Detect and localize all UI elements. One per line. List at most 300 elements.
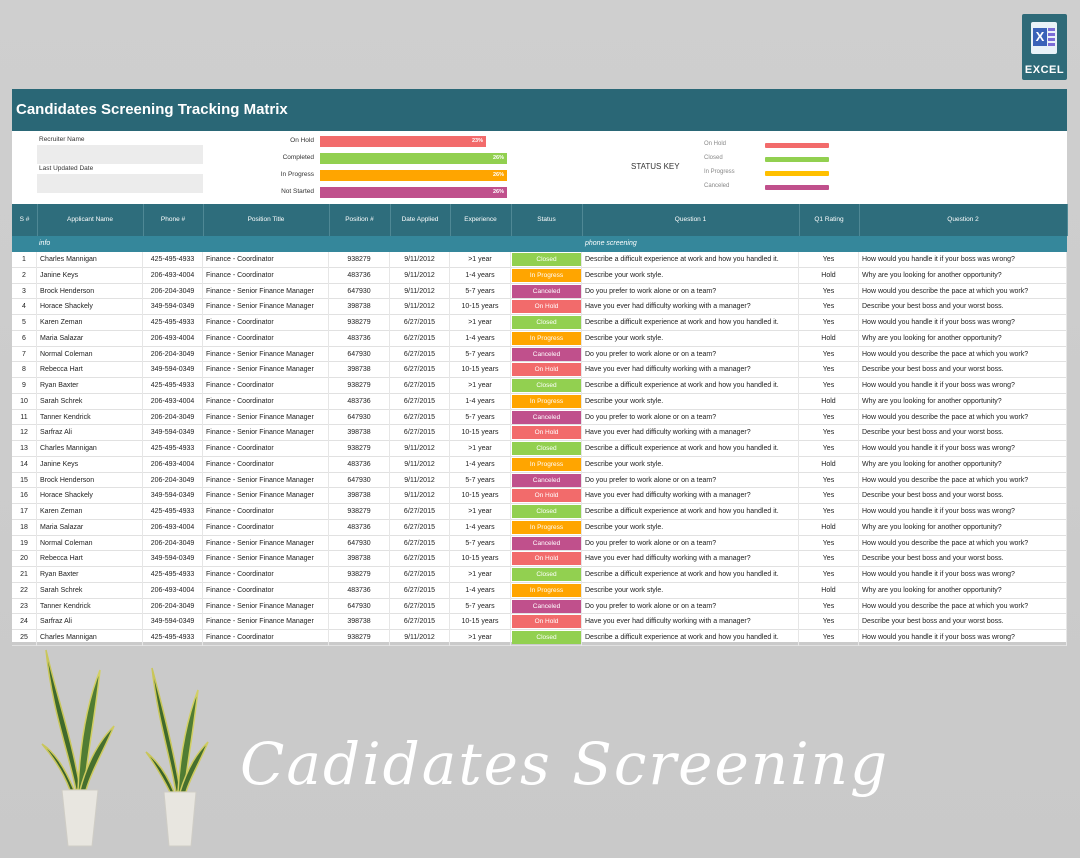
- cell-date-applied[interactable]: 6/27/2015: [390, 536, 450, 552]
- cell-question-1[interactable]: Have you ever had difficulty working with a manager?: [582, 299, 799, 315]
- cell-phone[interactable]: 349-594-0349: [143, 425, 203, 441]
- cell-applicant-name[interactable]: Janine Keys: [37, 268, 143, 284]
- cell-q1-rating[interactable]: Hold: [799, 394, 859, 410]
- cell-question-2[interactable]: Describe your best boss and your worst boss.: [859, 299, 1067, 315]
- cell-position-title[interactable]: Finance - Coordinator: [203, 394, 329, 410]
- cell-status[interactable]: [511, 473, 582, 489]
- cell-date-applied[interactable]: 9/11/2012: [390, 488, 450, 504]
- cell-q1-rating[interactable]: Hold: [799, 457, 859, 473]
- cell-question-1[interactable]: Describe a difficult experience at work and how you handled it.: [582, 441, 799, 457]
- table-row[interactable]: [12, 536, 1067, 552]
- cell-experience[interactable]: 10-15 years: [450, 614, 511, 630]
- cell-status[interactable]: [511, 284, 582, 300]
- cell-position-number[interactable]: 938279: [329, 441, 390, 457]
- cell-phone[interactable]: 425-495-4933: [143, 441, 203, 457]
- cell-question-2[interactable]: How would you handle it if your boss was wrong?: [859, 504, 1067, 520]
- cell-position-number[interactable]: 483736: [329, 520, 390, 536]
- cell-position-number[interactable]: 398738: [329, 362, 390, 378]
- cell-q1-rating[interactable]: Hold: [799, 583, 859, 599]
- cell-date-applied[interactable]: 9/11/2012: [390, 441, 450, 457]
- cell-applicant-name[interactable]: Brock Henderson: [37, 473, 143, 489]
- cell-question-1[interactable]: Describe a difficult experience at work and how you handled it.: [582, 567, 799, 583]
- cell-question-2[interactable]: How would you describe the pace at which you work?: [859, 347, 1067, 363]
- table-row[interactable]: [12, 362, 1067, 378]
- cell-position-number[interactable]: 483736: [329, 457, 390, 473]
- cell-serial[interactable]: 6: [12, 331, 37, 347]
- cell-position-title[interactable]: Finance - Coordinator: [203, 457, 329, 473]
- cell-question-1[interactable]: Describe your work style.: [582, 520, 799, 536]
- cell-serial[interactable]: 17: [12, 504, 37, 520]
- cell-experience[interactable]: 10-15 years: [450, 488, 511, 504]
- cell-status[interactable]: [511, 457, 582, 473]
- column-header-phone[interactable]: Phone #: [143, 204, 204, 236]
- cell-experience[interactable]: 1-4 years: [450, 457, 511, 473]
- cell-question-2[interactable]: Why are you looking for another opportunity?: [859, 520, 1067, 536]
- cell-date-applied[interactable]: 6/27/2015: [390, 362, 450, 378]
- cell-question-1[interactable]: Do you prefer to work alone or on a team?: [582, 599, 799, 615]
- cell-status[interactable]: [511, 347, 582, 363]
- cell-position-title[interactable]: Finance - Senior Finance Manager: [203, 299, 329, 315]
- cell-position-number[interactable]: 483736: [329, 583, 390, 599]
- table-row[interactable]: [12, 441, 1067, 457]
- cell-question-1[interactable]: Do you prefer to work alone or on a team?: [582, 536, 799, 552]
- cell-q1-rating[interactable]: Yes: [799, 315, 859, 331]
- cell-phone[interactable]: 425-495-4933: [143, 315, 203, 331]
- cell-question-2[interactable]: How would you describe the pace at which you work?: [859, 284, 1067, 300]
- cell-phone[interactable]: 425-495-4933: [143, 504, 203, 520]
- cell-phone[interactable]: 349-594-0349: [143, 614, 203, 630]
- cell-question-1[interactable]: Describe a difficult experience at work and how you handled it.: [582, 315, 799, 331]
- cell-date-applied[interactable]: 6/27/2015: [390, 599, 450, 615]
- cell-date-applied[interactable]: 6/27/2015: [390, 520, 450, 536]
- cell-serial[interactable]: 10: [12, 394, 37, 410]
- cell-date-applied[interactable]: 6/27/2015: [390, 567, 450, 583]
- cell-applicant-name[interactable]: Rebecca Hart: [37, 362, 143, 378]
- table-row[interactable]: [12, 599, 1067, 615]
- cell-applicant-name[interactable]: Tanner Kendrick: [37, 599, 143, 615]
- cell-phone[interactable]: 206-493-4004: [143, 583, 203, 599]
- table-row[interactable]: [12, 551, 1067, 567]
- cell-status[interactable]: [511, 362, 582, 378]
- cell-status[interactable]: [511, 315, 582, 331]
- cell-experience[interactable]: 1-4 years: [450, 520, 511, 536]
- cell-applicant-name[interactable]: Horace Shackely: [37, 488, 143, 504]
- column-header-applicant-name[interactable]: Applicant Name: [37, 204, 144, 236]
- table-row[interactable]: [12, 473, 1067, 489]
- cell-position-title[interactable]: Finance - Coordinator: [203, 504, 329, 520]
- cell-serial[interactable]: 1: [12, 252, 37, 268]
- table-row[interactable]: [12, 457, 1067, 473]
- cell-question-2[interactable]: Describe your best boss and your worst boss.: [859, 425, 1067, 441]
- cell-status[interactable]: [511, 488, 582, 504]
- table-row[interactable]: [12, 268, 1067, 284]
- cell-phone[interactable]: 206-204-3049: [143, 347, 203, 363]
- cell-q1-rating[interactable]: Yes: [799, 599, 859, 615]
- cell-q1-rating[interactable]: Yes: [799, 425, 859, 441]
- cell-serial[interactable]: 20: [12, 551, 37, 567]
- cell-date-applied[interactable]: 6/27/2015: [390, 315, 450, 331]
- cell-q1-rating[interactable]: Yes: [799, 441, 859, 457]
- cell-status[interactable]: [511, 536, 582, 552]
- cell-status[interactable]: [511, 299, 582, 315]
- cell-question-2[interactable]: How would you handle it if your boss was wrong?: [859, 378, 1067, 394]
- cell-experience[interactable]: 1-4 years: [450, 268, 511, 284]
- cell-status[interactable]: [511, 599, 582, 615]
- cell-question-1[interactable]: Describe your work style.: [582, 331, 799, 347]
- cell-phone[interactable]: 425-495-4933: [143, 252, 203, 268]
- cell-serial[interactable]: 14: [12, 457, 37, 473]
- table-row[interactable]: [12, 567, 1067, 583]
- column-header-date-applied[interactable]: Date Applied: [390, 204, 451, 236]
- table-row[interactable]: [12, 394, 1067, 410]
- cell-status[interactable]: [511, 331, 582, 347]
- cell-q1-rating[interactable]: Hold: [799, 268, 859, 284]
- cell-question-1[interactable]: Have you ever had difficulty working with a manager?: [582, 551, 799, 567]
- cell-date-applied[interactable]: 6/27/2015: [390, 583, 450, 599]
- cell-question-1[interactable]: Do you prefer to work alone or on a team?: [582, 284, 799, 300]
- cell-serial[interactable]: 18: [12, 520, 37, 536]
- cell-phone[interactable]: 206-493-4004: [143, 331, 203, 347]
- recruiter-name-field[interactable]: [37, 145, 203, 164]
- cell-q1-rating[interactable]: Yes: [799, 630, 859, 646]
- table-row[interactable]: [12, 425, 1067, 441]
- table-row[interactable]: [12, 299, 1067, 315]
- cell-position-title[interactable]: Finance - Senior Finance Manager: [203, 284, 329, 300]
- cell-q1-rating[interactable]: Yes: [799, 567, 859, 583]
- cell-date-applied[interactable]: 6/27/2015: [390, 551, 450, 567]
- cell-applicant-name[interactable]: Normal Coleman: [37, 536, 143, 552]
- cell-date-applied[interactable]: 9/11/2012: [390, 630, 450, 646]
- cell-question-1[interactable]: Have you ever had difficulty working with a manager?: [582, 614, 799, 630]
- cell-serial[interactable]: 11: [12, 410, 37, 426]
- cell-position-title[interactable]: Finance - Senior Finance Manager: [203, 473, 329, 489]
- cell-experience[interactable]: >1 year: [450, 252, 511, 268]
- cell-status[interactable]: [511, 630, 582, 646]
- cell-position-number[interactable]: 647930: [329, 599, 390, 615]
- cell-position-number[interactable]: 938279: [329, 315, 390, 331]
- column-header-position-number[interactable]: Position #: [329, 204, 391, 236]
- cell-experience[interactable]: >1 year: [450, 441, 511, 457]
- cell-serial[interactable]: 22: [12, 583, 37, 599]
- table-row[interactable]: [12, 252, 1067, 268]
- cell-status[interactable]: [511, 567, 582, 583]
- cell-status[interactable]: [511, 441, 582, 457]
- cell-position-number[interactable]: 647930: [329, 284, 390, 300]
- table-row[interactable]: [12, 378, 1067, 394]
- cell-question-2[interactable]: Describe your best boss and your worst boss.: [859, 488, 1067, 504]
- cell-serial[interactable]: 16: [12, 488, 37, 504]
- table-row[interactable]: [12, 630, 1067, 646]
- table-row[interactable]: [12, 410, 1067, 426]
- cell-question-1[interactable]: Do you prefer to work alone or on a team?: [582, 410, 799, 426]
- cell-date-applied[interactable]: 6/27/2015: [390, 614, 450, 630]
- cell-question-2[interactable]: How would you handle it if your boss was wrong?: [859, 315, 1067, 331]
- cell-position-title[interactable]: Finance - Coordinator: [203, 441, 329, 457]
- cell-question-2[interactable]: Why are you looking for another opportunity?: [859, 457, 1067, 473]
- cell-position-title[interactable]: Finance - Senior Finance Manager: [203, 347, 329, 363]
- last-updated-field[interactable]: [37, 174, 203, 193]
- cell-phone[interactable]: 425-495-4933: [143, 567, 203, 583]
- cell-question-2[interactable]: How would you handle it if your boss was wrong?: [859, 441, 1067, 457]
- cell-phone[interactable]: 206-493-4004: [143, 394, 203, 410]
- cell-status[interactable]: [511, 378, 582, 394]
- cell-applicant-name[interactable]: Charles Mannigan: [37, 441, 143, 457]
- cell-phone[interactable]: 425-495-4933: [143, 630, 203, 646]
- cell-status[interactable]: [511, 425, 582, 441]
- cell-question-2[interactable]: How would you describe the pace at which you work?: [859, 536, 1067, 552]
- cell-experience[interactable]: 1-4 years: [450, 394, 511, 410]
- cell-position-title[interactable]: Finance - Senior Finance Manager: [203, 488, 329, 504]
- cell-q1-rating[interactable]: Yes: [799, 299, 859, 315]
- cell-position-number[interactable]: 483736: [329, 331, 390, 347]
- column-header-status[interactable]: Status: [511, 204, 583, 236]
- cell-phone[interactable]: 425-495-4933: [143, 378, 203, 394]
- cell-position-number[interactable]: 398738: [329, 614, 390, 630]
- cell-question-2[interactable]: Why are you looking for another opportunity?: [859, 583, 1067, 599]
- table-row[interactable]: [12, 488, 1067, 504]
- cell-applicant-name[interactable]: Ryan Baxter: [37, 567, 143, 583]
- cell-position-number[interactable]: 398738: [329, 488, 390, 504]
- cell-experience[interactable]: 5-7 years: [450, 599, 511, 615]
- cell-phone[interactable]: 206-204-3049: [143, 473, 203, 489]
- table-row[interactable]: [12, 520, 1067, 536]
- cell-q1-rating[interactable]: Yes: [799, 347, 859, 363]
- cell-position-title[interactable]: Finance - Senior Finance Manager: [203, 410, 329, 426]
- cell-status[interactable]: [511, 520, 582, 536]
- cell-question-1[interactable]: Have you ever had difficulty working with a manager?: [582, 425, 799, 441]
- cell-question-2[interactable]: Why are you looking for another opportunity?: [859, 268, 1067, 284]
- cell-position-number[interactable]: 647930: [329, 536, 390, 552]
- cell-question-1[interactable]: Have you ever had difficulty working with a manager?: [582, 488, 799, 504]
- cell-serial[interactable]: 4: [12, 299, 37, 315]
- column-header-position-title[interactable]: Position Title: [203, 204, 330, 236]
- cell-experience[interactable]: 10-15 years: [450, 299, 511, 315]
- cell-date-applied[interactable]: 6/27/2015: [390, 425, 450, 441]
- cell-position-title[interactable]: Finance - Coordinator: [203, 331, 329, 347]
- cell-position-title[interactable]: Finance - Senior Finance Manager: [203, 536, 329, 552]
- cell-position-title[interactable]: Finance - Coordinator: [203, 378, 329, 394]
- cell-q1-rating[interactable]: Yes: [799, 284, 859, 300]
- cell-phone[interactable]: 349-594-0349: [143, 551, 203, 567]
- cell-experience[interactable]: >1 year: [450, 315, 511, 331]
- cell-position-number[interactable]: 938279: [329, 630, 390, 646]
- table-row[interactable]: [12, 583, 1067, 599]
- cell-question-1[interactable]: Describe a difficult experience at work and how you handled it.: [582, 252, 799, 268]
- cell-experience[interactable]: 10-15 years: [450, 425, 511, 441]
- table-row[interactable]: [12, 315, 1067, 331]
- cell-question-1[interactable]: Have you ever had difficulty working with a manager?: [582, 362, 799, 378]
- cell-status[interactable]: [511, 252, 582, 268]
- cell-applicant-name[interactable]: Charles Mannigan: [37, 630, 143, 646]
- cell-applicant-name[interactable]: Normal Coleman: [37, 347, 143, 363]
- cell-q1-rating[interactable]: Yes: [799, 614, 859, 630]
- cell-phone[interactable]: 349-594-0349: [143, 299, 203, 315]
- cell-applicant-name[interactable]: Sarfraz Ali: [37, 614, 143, 630]
- cell-position-title[interactable]: Finance - Senior Finance Manager: [203, 362, 329, 378]
- cell-q1-rating[interactable]: Yes: [799, 536, 859, 552]
- cell-phone[interactable]: 206-204-3049: [143, 410, 203, 426]
- cell-position-number[interactable]: 398738: [329, 425, 390, 441]
- cell-question-2[interactable]: Describe your best boss and your worst boss.: [859, 551, 1067, 567]
- cell-applicant-name[interactable]: Karen Zeman: [37, 315, 143, 331]
- cell-serial[interactable]: 5: [12, 315, 37, 331]
- cell-question-2[interactable]: How would you handle it if your boss was wrong?: [859, 630, 1067, 646]
- cell-experience[interactable]: >1 year: [450, 504, 511, 520]
- cell-question-2[interactable]: Describe your best boss and your worst boss.: [859, 614, 1067, 630]
- cell-q1-rating[interactable]: Yes: [799, 488, 859, 504]
- cell-question-1[interactable]: Describe a difficult experience at work and how you handled it.: [582, 630, 799, 646]
- cell-date-applied[interactable]: 9/11/2012: [390, 268, 450, 284]
- cell-date-applied[interactable]: 6/27/2015: [390, 347, 450, 363]
- cell-q1-rating[interactable]: Yes: [799, 410, 859, 426]
- cell-experience[interactable]: 5-7 years: [450, 473, 511, 489]
- cell-experience[interactable]: 5-7 years: [450, 536, 511, 552]
- cell-position-title[interactable]: Finance - Senior Finance Manager: [203, 614, 329, 630]
- cell-position-title[interactable]: Finance - Coordinator: [203, 567, 329, 583]
- cell-position-number[interactable]: 647930: [329, 410, 390, 426]
- cell-position-number[interactable]: 647930: [329, 473, 390, 489]
- table-row[interactable]: [12, 284, 1067, 300]
- cell-date-applied[interactable]: 6/27/2015: [390, 410, 450, 426]
- cell-experience[interactable]: >1 year: [450, 378, 511, 394]
- column-header-serial[interactable]: S #: [12, 204, 38, 236]
- table-row[interactable]: [12, 331, 1067, 347]
- cell-experience[interactable]: 10-15 years: [450, 551, 511, 567]
- cell-phone[interactable]: 206-204-3049: [143, 284, 203, 300]
- cell-phone[interactable]: 206-204-3049: [143, 536, 203, 552]
- cell-question-2[interactable]: How would you describe the pace at which you work?: [859, 410, 1067, 426]
- cell-position-number[interactable]: 483736: [329, 268, 390, 284]
- cell-position-number[interactable]: 398738: [329, 299, 390, 315]
- cell-question-2[interactable]: How would you describe the pace at which you work?: [859, 599, 1067, 615]
- column-header-experience[interactable]: Experience: [450, 204, 512, 236]
- cell-serial[interactable]: 15: [12, 473, 37, 489]
- cell-date-applied[interactable]: 9/11/2012: [390, 473, 450, 489]
- cell-applicant-name[interactable]: Sarfraz Ali: [37, 425, 143, 441]
- cell-date-applied[interactable]: 6/27/2015: [390, 504, 450, 520]
- cell-position-number[interactable]: 938279: [329, 378, 390, 394]
- cell-q1-rating[interactable]: Yes: [799, 551, 859, 567]
- cell-position-title[interactable]: Finance - Senior Finance Manager: [203, 551, 329, 567]
- cell-applicant-name[interactable]: Charles Mannigan: [37, 252, 143, 268]
- cell-serial[interactable]: 25: [12, 630, 37, 646]
- column-header-q1-rating[interactable]: Q1 Rating: [799, 204, 860, 236]
- table-row[interactable]: [12, 504, 1067, 520]
- cell-serial[interactable]: 2: [12, 268, 37, 284]
- cell-status[interactable]: [511, 394, 582, 410]
- cell-question-1[interactable]: Describe your work style.: [582, 394, 799, 410]
- cell-date-applied[interactable]: 6/27/2015: [390, 394, 450, 410]
- cell-position-title[interactable]: Finance - Coordinator: [203, 252, 329, 268]
- cell-phone[interactable]: 349-594-0349: [143, 488, 203, 504]
- cell-position-number[interactable]: 938279: [329, 567, 390, 583]
- cell-q1-rating[interactable]: Yes: [799, 504, 859, 520]
- cell-experience[interactable]: >1 year: [450, 567, 511, 583]
- cell-status[interactable]: [511, 583, 582, 599]
- cell-phone[interactable]: 206-493-4004: [143, 268, 203, 284]
- cell-question-1[interactable]: Describe your work style.: [582, 457, 799, 473]
- cell-serial[interactable]: 8: [12, 362, 37, 378]
- cell-experience[interactable]: 10-15 years: [450, 362, 511, 378]
- cell-serial[interactable]: 24: [12, 614, 37, 630]
- cell-serial[interactable]: 23: [12, 599, 37, 615]
- cell-q1-rating[interactable]: Yes: [799, 252, 859, 268]
- cell-question-1[interactable]: Describe a difficult experience at work and how you handled it.: [582, 378, 799, 394]
- cell-q1-rating[interactable]: Hold: [799, 331, 859, 347]
- cell-serial[interactable]: 9: [12, 378, 37, 394]
- cell-q1-rating[interactable]: Hold: [799, 520, 859, 536]
- cell-phone[interactable]: 349-594-0349: [143, 362, 203, 378]
- cell-applicant-name[interactable]: Sarah Schrek: [37, 394, 143, 410]
- cell-position-number[interactable]: 938279: [329, 252, 390, 268]
- cell-date-applied[interactable]: 9/11/2012: [390, 457, 450, 473]
- cell-experience[interactable]: 1-4 years: [450, 583, 511, 599]
- cell-experience[interactable]: 5-7 years: [450, 347, 511, 363]
- cell-question-2[interactable]: How would you describe the pace at which you work?: [859, 473, 1067, 489]
- cell-status[interactable]: [511, 504, 582, 520]
- cell-position-number[interactable]: 483736: [329, 394, 390, 410]
- column-header-question-2[interactable]: Question 2: [859, 204, 1068, 236]
- cell-applicant-name[interactable]: Rebecca Hart: [37, 551, 143, 567]
- cell-date-applied[interactable]: 6/27/2015: [390, 378, 450, 394]
- cell-position-title[interactable]: Finance - Senior Finance Manager: [203, 425, 329, 441]
- cell-serial[interactable]: 21: [12, 567, 37, 583]
- cell-experience[interactable]: 5-7 years: [450, 410, 511, 426]
- cell-applicant-name[interactable]: Sarah Schrek: [37, 583, 143, 599]
- cell-question-2[interactable]: Why are you looking for another opportunity?: [859, 394, 1067, 410]
- cell-date-applied[interactable]: 9/11/2012: [390, 299, 450, 315]
- cell-position-number[interactable]: 938279: [329, 504, 390, 520]
- cell-phone[interactable]: 206-493-4004: [143, 457, 203, 473]
- cell-q1-rating[interactable]: Yes: [799, 473, 859, 489]
- cell-serial[interactable]: 7: [12, 347, 37, 363]
- cell-applicant-name[interactable]: Janine Keys: [37, 457, 143, 473]
- cell-question-1[interactable]: Do you prefer to work alone or on a team?: [582, 473, 799, 489]
- cell-q1-rating[interactable]: Yes: [799, 378, 859, 394]
- cell-question-2[interactable]: Why are you looking for another opportunity?: [859, 331, 1067, 347]
- cell-question-2[interactable]: How would you handle it if your boss was wrong?: [859, 567, 1067, 583]
- cell-question-1[interactable]: Do you prefer to work alone or on a team?: [582, 347, 799, 363]
- cell-position-title[interactable]: Finance - Coordinator: [203, 583, 329, 599]
- cell-applicant-name[interactable]: Maria Salazar: [37, 331, 143, 347]
- cell-experience[interactable]: 5-7 years: [450, 284, 511, 300]
- cell-position-title[interactable]: Finance - Coordinator: [203, 630, 329, 646]
- table-row[interactable]: [12, 614, 1067, 630]
- cell-position-title[interactable]: Finance - Senior Finance Manager: [203, 599, 329, 615]
- cell-serial[interactable]: 12: [12, 425, 37, 441]
- table-row[interactable]: [12, 347, 1067, 363]
- cell-experience[interactable]: >1 year: [450, 630, 511, 646]
- cell-position-title[interactable]: Finance - Coordinator: [203, 315, 329, 331]
- cell-date-applied[interactable]: 9/11/2012: [390, 284, 450, 300]
- cell-q1-rating[interactable]: Yes: [799, 362, 859, 378]
- cell-status[interactable]: [511, 551, 582, 567]
- cell-serial[interactable]: 19: [12, 536, 37, 552]
- cell-status[interactable]: [511, 268, 582, 284]
- cell-applicant-name[interactable]: Maria Salazar: [37, 520, 143, 536]
- cell-applicant-name[interactable]: Horace Shackely: [37, 299, 143, 315]
- cell-position-number[interactable]: 398738: [329, 551, 390, 567]
- cell-serial[interactable]: 3: [12, 284, 37, 300]
- cell-date-applied[interactable]: 6/27/2015: [390, 331, 450, 347]
- cell-question-2[interactable]: How would you handle it if your boss was wrong?: [859, 252, 1067, 268]
- cell-status[interactable]: [511, 614, 582, 630]
- cell-position-title[interactable]: Finance - Coordinator: [203, 520, 329, 536]
- cell-applicant-name[interactable]: Tanner Kendrick: [37, 410, 143, 426]
- cell-applicant-name[interactable]: Ryan Baxter: [37, 378, 143, 394]
- cell-phone[interactable]: 206-493-4004: [143, 520, 203, 536]
- column-header-question-1[interactable]: Question 1: [582, 204, 800, 236]
